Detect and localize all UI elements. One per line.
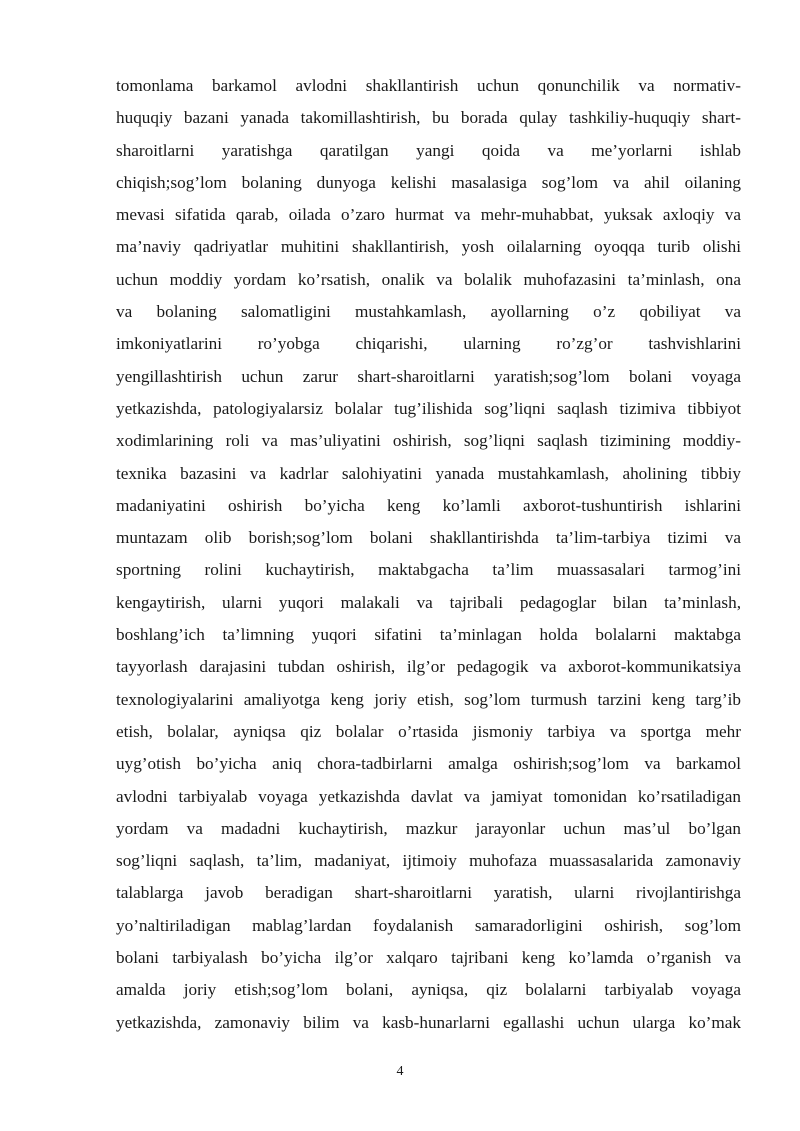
text-line: ma’naviy qadriyatlar muhitini shakllantirish, yosh oilalarning oyoqqa turib olishi bbox=[116, 237, 741, 257]
text-line: uchun moddiy yordam ko’rsatish, onalik va bolalik muhofazasini ta’minlash, ona bbox=[116, 269, 741, 289]
text-line: yo’naltiriladigan mablag’lardan foydalanish samaradorligini oshirish, sog’lom bbox=[116, 915, 741, 935]
text-line: tayyorlash darajasini tubdan oshirish, ilg’or pedagogik va axborot-kommunikatsiya bbox=[116, 657, 741, 677]
text-line: yengillashtirish uchun zarur shart-sharoitlarni yaratish;sog’lom bolani voyaga bbox=[116, 366, 741, 386]
text-line: tomonlama barkamol avlodni shakllantirish uchun qonunchilik va normativ- bbox=[116, 76, 741, 95]
text-line: texnika bazasini va kadrlar salohiyatini yanada mustahkamlash, aholining tibbiy bbox=[116, 463, 741, 483]
text-line: chiqish;sog’lom bolaning dunyoga kelishi masalasiga sog’lom va ahil oilaning bbox=[116, 172, 741, 192]
text-line: sportning rolini kuchaytirish, maktabgacha ta’lim muassasalari tarmog’ini bbox=[116, 560, 741, 580]
text-line: uyg’otish bo’yicha aniq chora-tadbirlarni amalga oshirish;sog’lom va barkamol bbox=[116, 754, 741, 774]
text-line: yetkazishda, patologiyalarsiz bolalar tug’ilishida sog’liqni saqlash tizimiva tibbiyot bbox=[116, 398, 741, 418]
page-number: 4 bbox=[396, 1064, 404, 1079]
text-line: sog’liqni saqlash, ta’lim, madaniyat, ijtimoiy muhofaza muassasalarida zamonaviy bbox=[116, 851, 741, 871]
text-line: xodimlarining roli va mas’uliyatini oshirish, sog’liqni saqlash tizimining moddiy- bbox=[116, 431, 741, 451]
text-line: avlodni tarbiyalab voyaga yetkazishda davlat va jamiyat tomonidan ko’rsatiladigan bbox=[116, 786, 741, 806]
text-line: muntazam olib borish;sog’lom bolani shakllantirishda ta’lim-tarbiya tizimi va bbox=[116, 528, 741, 548]
text-line: huquqiy bazani yanada takomillashtirish, bu borada qulay tashkiliy-huquqiy shart- bbox=[116, 108, 741, 128]
text-line: va bolaning salomatligini mustahkamlash, ayollarning o’z qobiliyat va bbox=[116, 302, 741, 322]
text-line: boshlang’ich ta’limning yuqori sifatini ta’minlagan holda bolalarni maktabga bbox=[116, 625, 741, 645]
text-line: bolani tarbiyalash bo’yicha ilg’or xalqaro tajribani keng ko’lamda o’rganish va bbox=[116, 948, 741, 968]
text-line: yetkazishda, zamonaviy bilim va kasb-hunarlarni egallashi uchun ularga ko’mak bbox=[116, 1012, 741, 1032]
text-line: mevasi sifatida qarab, oilada o’zaro hurmat va mehr-muhabbat, yuksak axloqiy va bbox=[116, 205, 741, 225]
text-line: etish, bolalar, ayniqsa qiz bolalar o’rtasida jismoniy tarbiya va sportga mehr bbox=[116, 721, 741, 741]
text-line: madaniyatini oshirish bo’yicha keng ko’lamli axborot-tushuntirish ishlarini bbox=[116, 495, 741, 515]
text-line: sharoitlarni yaratishga qaratilgan yangi qoida va me’yorlarni ishlab bbox=[116, 140, 741, 160]
text-line: texnologiyalarini amaliyotga keng joriy etish, sog’lom turmush tarzini keng targ’ib bbox=[116, 689, 741, 709]
body-text bbox=[116, 70, 741, 1039]
text-line: amalda joriy etish;sog’lom bolani, ayniqsa, qiz bolalarni tarbiyalab voyaga bbox=[116, 980, 741, 1000]
text-line: talablarga javob beradigan shart-sharoitlarni yaratish, ularni rivojlantirishga bbox=[116, 883, 741, 903]
text-line: kengaytirish, ularni yuqori malakali va tajribali pedagoglar bilan ta’minlash, bbox=[116, 592, 741, 612]
text-line: imkoniyatlarini ro’yobga chiqarishi, ularning ro’zg’or tashvishlarini bbox=[116, 334, 741, 354]
text-line: yordam va madadni kuchaytirish, mazkur jarayonlar uchun mas’ul bo’lgan bbox=[116, 818, 741, 838]
